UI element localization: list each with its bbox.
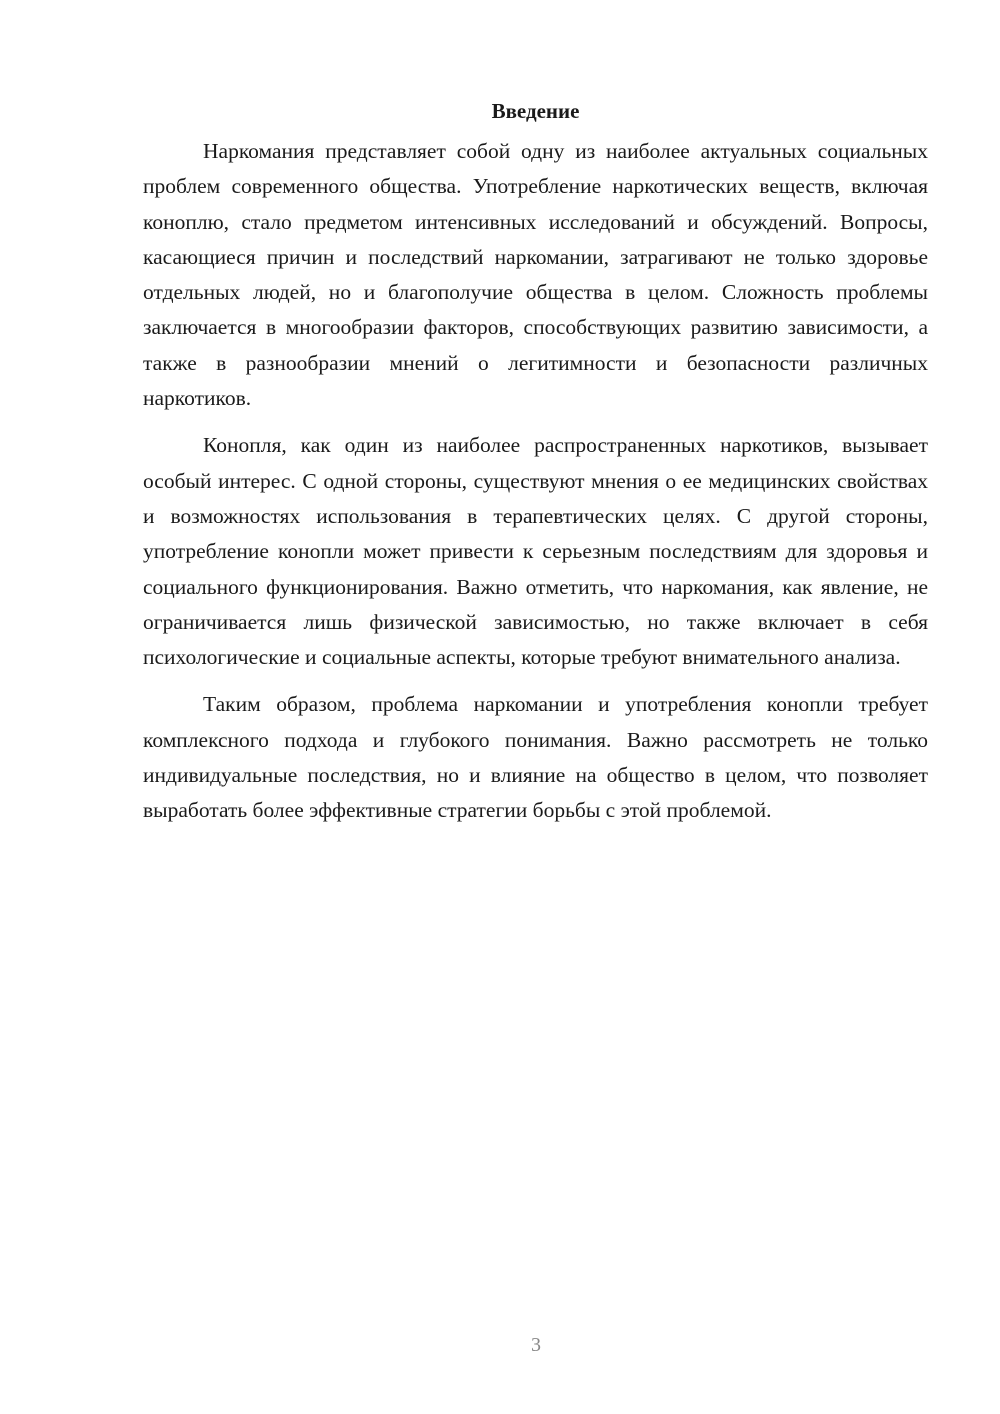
paragraph-3: Таким образом, проблема наркомании и употребления конопли требует комплексного подхода и глубокого понимания. Важно рассмотреть не только индивидуальные последствия, но и влияние на общество в целом, что позволяет выработать более эффективные стратегии борьбы с этой проблемой.: [143, 692, 928, 823]
paragraph-2: Конопля, как один из наиболее распространенных наркотиков, вызывает особый интерес. С одной стороны, существуют мнения о ее медицинских свойствах и возможностях использования в терапевтических целях. С другой стороны, употребление конопли может привести к серьезным последствиям для здоровья и социального функционирования. Важно отметить, что наркомания, как явление, не ограничивается лишь физической зависимостью, но также включает в себя психологические и социальные аспекты, которые требуют внимательного анализа.: [143, 433, 928, 670]
page-content: [143, 98, 928, 841]
page-number: 3: [531, 1334, 541, 1356]
paragraph-1: Наркомания представляет собой одну из наиболее актуальных социальных проблем современного общества. Употребление наркотических веществ, включая коноплю, стало предметом интенсивных исследований и обсуждений. Вопросы, касающиеся причин и последствий наркомании, затрагивают не только здоровье отдельных людей, но и благополучие общества в целом. Сложность проблемы заключается в многообразии факторов, способствующих развитию зависимости, а также в разнообразии мнений о легитимности и безопасности различных наркотиков.: [143, 139, 928, 411]
section-title: Введение: [491, 99, 580, 123]
